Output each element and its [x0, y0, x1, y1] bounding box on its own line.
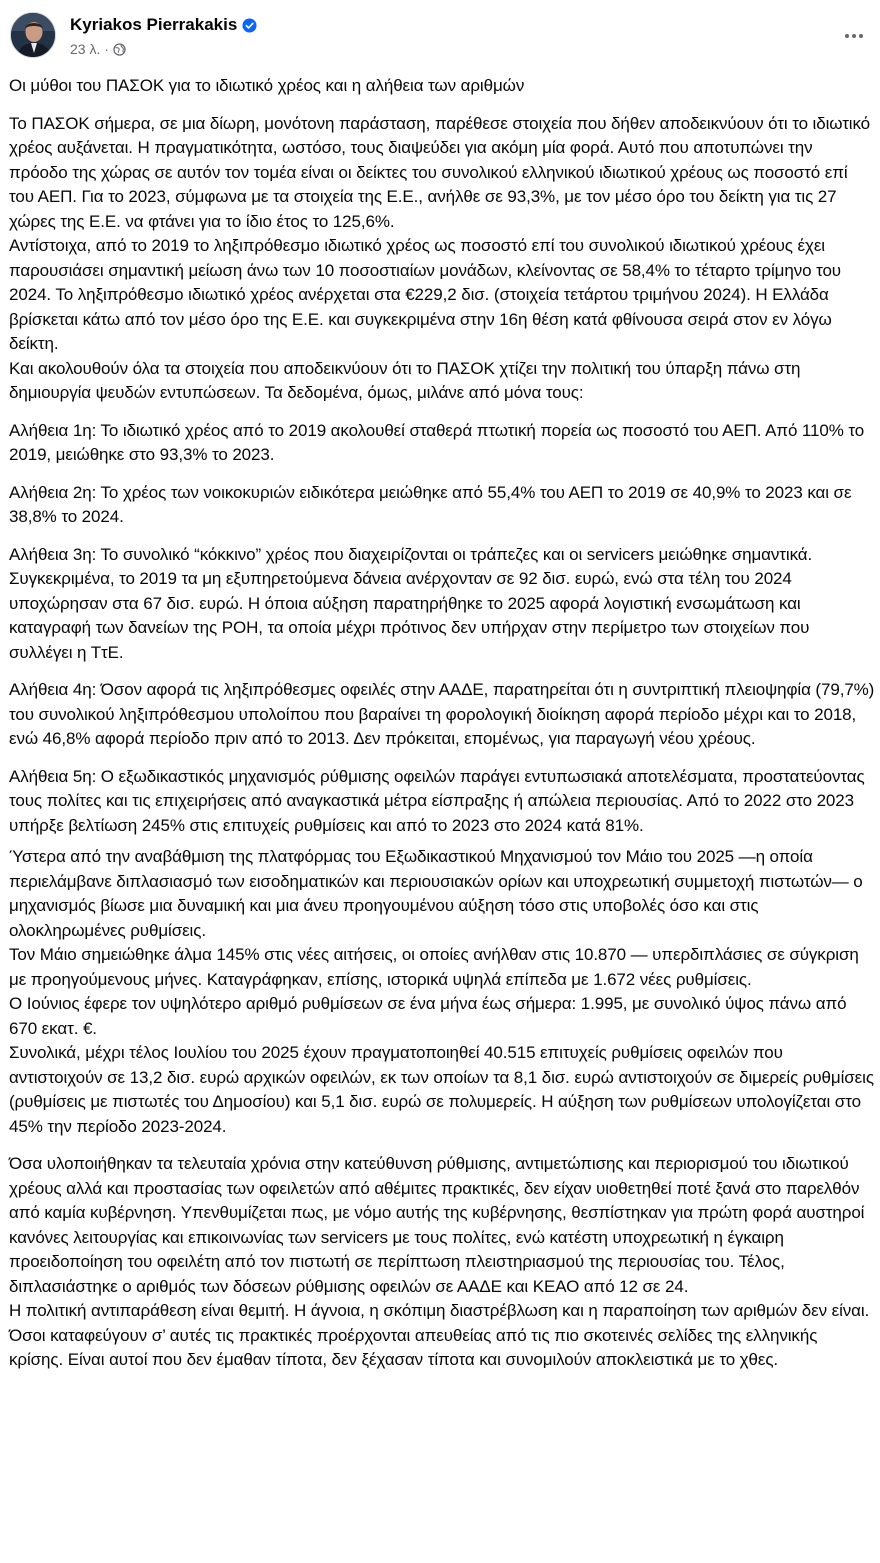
truth-2: Αλήθεια 2η: Το χρέος των νοικοκυριών ειδικότερα μειώθηκε από 55,4% του ΑΕΠ το 2019 σε 40,9% το 2023 και σε 38,8% το 2024.: [9, 482, 852, 526]
post-paragraph: Ο Ιούνιος έφερε τον υψηλότερο αριθμό ρυθμίσεων σε ένα μήνα έως σήμερα: 1.995, με συνολικό ύψος πάνω από 670 εκατ. €.: [9, 994, 847, 1038]
more-options-icon: [845, 34, 849, 38]
truth-5: Αλήθεια 5η: Ο εξωδικαστικός μηχανισμός ρύθμισης οφειλών παράγει εντυπωσιακά αποτελέσματα, προστατεύοντας τους πολίτες και τις επιχειρήσεις από αναγκαστικά μέτρα είσπραξης ή απώλεια περιουσίας. Από το 2022 στο 2023 υπήρξε βελτίωση 245% στις επιτυχείς ρυθμίσεις και από το 2023 στο 2024 κατά 81%.: [9, 766, 865, 835]
post-meta: [70, 40, 126, 58]
profile-photo: [11, 13, 56, 58]
post-body: [9, 74, 875, 1373]
post-paragraph: Συνολικά, μέχρι τέλος Ιουλίου του 2025 έχουν πραγματοποιηθεί 40.515 επιτυχείς ρυθμίσεις οφειλών που αντιστοιχούν σε 13,2 δισ. ευρώ αρχικών οφειλών, εκ των οποίων τα 8,1 δισ. ευρώ αντιστοιχούν σε διμερείς ρυθμίσεις (ρυθμίσεις με πιστωτές του Δημοσίου) και 5,1 δισ. ευρώ σε πολυμερείς. Η αύξηση των ρυθμίσεων υπολογίζεται στο 45% την περίοδο 2023-2024.: [9, 1043, 874, 1136]
post-paragraph: Ύστερα από την αναβάθμιση της πλατφόρμας του Εξωδικαστικού Μηχανισμού τον Μάιο του 2025 —η οποία περιελάμβανε διπλασιασμό των εισοδηματικών και περιουσιακών ορίων και υποχρεωτική συμμετοχή πιστωτών— ο μηχανισμός βίωσε μια δυναμική και μια άνευ προηγουμένου αύξηση τόσο στις υποβολές όσο και στις ολοκληρωμένες ρυθμίσεις.: [9, 847, 863, 940]
globe-icon[interactable]: [113, 43, 126, 56]
post-paragraph: Τον Μάιο σημειώθηκε άλμα 145% στις νέες αιτήσεις, οι οποίες ανήλθαν στις 10.870 — υπερδιπλάσιες σε σύγκριση με προηγούμενους μήνες. Καταγράφηκαν, επίσης, ιστορικά υψηλά επίπεδα με 1.672 νέες ρυθμίσεις.: [9, 945, 859, 989]
post-paragraph: Το ΠΑΣΟΚ σήμερα, σε μια δίωρη, μονότονη παράσταση, παρέθεσε στοιχεία που δήθεν αποδεικνύουν ότι το ιδιωτικό χρέος αυξάνεται. Η πραγματικότητα, ωστόσο, τους διαψεύδει για ακόμη μία φορά. Αυτό που αποτυπώνει την πρόοδο της χώρας σε αυτόν τον τομέα είναι οι δείκτες του συνολικού ελληνικού ιδιωτικού χρέους ως ποσοστό επί του ΑΕΠ. Για το 2023, σύμφωνα με τα στοιχεία της Ε.Ε., ανήλθε σε 93,3%, με τον μέσο όρο του δείκτη για τις 27 χώρες της Ε.Ε. να φτάνει για το ίδιο έτος το 125,6%.: [9, 113, 871, 231]
author-name[interactable]: Kyriakos Pierrakakis: [70, 15, 238, 34]
post-title: Οι μύθοι του ΠΑΣΟΚ για το ιδιωτικό χρέος και η αλήθεια των αριθμών: [9, 76, 525, 95]
post-paragraph: Αντίστοιχα, από το 2019 το ληξιπρόθεσμο ιδιωτικό χρέος ως ποσοστό επί του συνολικού ιδιωτικού χρέους έχει παρουσιάσει σημαντική μείωση άνω των 10 ποσοστιαίων μονάδων, κλείνοντας σε 58,4% το τέταρτο τρίμηνο του 2024. Το ληξιπρόθεσμο ιδιωτικό χρέος ανέρχεται στα €229,2 δισ. (στοιχεία τετάρτου τριμήνου 2024). Η Ελλάδα βρίσκεται κάτω από τον μέσο όρο της Ε.Ε. και συγκεκριμένα στην 16η θέση κατά φθίνουσα σειρά στον εν λόγω δείκτη.: [9, 236, 841, 353]
more-options-icon: [859, 34, 863, 38]
post-header: [0, 0, 880, 70]
truth-3: Αλήθεια 3η: Το συνολικό “κόκκινο” χρέος που διαχειρίζονται οι τράπεζες και οι servicers μειώθηκε σημαντικά. Συγκεκριμένα, το 2019 τα μη εξυπηρετούμενα δάνεια ανέρχονταν σε 92 δισ. ευρώ, ενώ στα τέλη του 2024 υποχώρησαν στα 67 δισ. ευρώ. Η όποια αύξηση παρατηρήθηκε το 2025 αφορά λογιστική ενσωμάτωση και καταγραφή των δανείων της ΡΟΗ, τα οποία μέχρι πρότινος δεν υπήρχαν στην περίμετρο των στοιχείων που συλλέγει η ΤτΕ.: [9, 544, 813, 662]
truth-4: Αλήθεια 4η: Όσον αφορά τις ληξιπρόθεσμες οφειλές στην ΑΑΔΕ, παρατηρείται ότι η συντριπτική πλειοψηφία (79,7%) του συνολικού ληξιπρόθεσμου υπολοίπου που βαραίνει τη φορολογική διοίκηση αφορά περίοδο μέχρι και το 2018, ενώ 46,8% αφορά περίοδο πριν από το 2013. Δεν πρόκειται, επομένως, για παραγωγή νέου χρέους.: [9, 680, 875, 748]
post-paragraph: Όσα υλοποιήθηκαν τα τελευταία χρόνια στην κατεύθυνση ρύθμισης, αντιμετώπισης και περιορισμού του ιδιωτικού χρέους αλλά και προστασίας των οφειλετών από αθέμιτες πρακτικές, δεν είχαν υιοθετηθεί ποτέ ξανά στο παρελθόν από καμία κυβέρνηση. Υπενθυμίζεται πως, με νόμο αυτής της κυβέρνησης, θεσπίστηκαν για πρώτη φορά αυστηροί κανόνες λειτουργίας και επικοινωνίας των servicers με τους πολίτες, ενώ κατέστη υποχρεωτική η έγκαιρη προειδοποίηση του οφειλέτη από τον πιστωτή σε περίπτωση πλειστηριασμού της περιουσίας του. Τέλος, διπλασιάστηκε ο αριθμός των δόσεων ρύθμισης οφειλών σε ΑΑΔΕ και ΚΕΑΟ από 12 σε 24.: [9, 1154, 865, 1296]
post-paragraph: Και ακολουθούν όλα τα στοιχεία που αποδεικνύουν ότι το ΠΑΣΟΚ χτίζει την πολιτική του ύπαρξη πάνω στη δημιουργία ψευδών εντυπώσεων. Τα δεδομένα, όμως, μιλάνε από μόνα τους:: [9, 358, 801, 402]
meta-separator: ·: [104, 41, 110, 57]
more-options-icon: [852, 34, 856, 38]
avatar[interactable]: [10, 12, 56, 58]
post-time[interactable]: 23 λ.: [70, 41, 101, 57]
post-paragraph: Η πολιτική αντιπαράθεση είναι θεμιτή. Η άγνοια, η σκόπιμη διαστρέβλωση και η παραποίηση των αριθμών δεν είναι. Όσοι καταφεύγουν σ’ αυτές τις πρακτικές προέρχονται απευθείας από τις πιο σκοτεινές σελίδες της ελληνικής κρίσης. Είναι αυτοί που δεν έμαθαν τίποτα, δεν ξέχασαν τίποτα και συνομιλούν αποκλειστικά με το χθες.: [9, 1301, 870, 1369]
more-options-button[interactable]: [840, 22, 868, 50]
truth-1: Αλήθεια 1η: Το ιδιωτικό χρέος από το 2019 ακολουθεί σταθερά πτωτική πορεία ως ποσοστό του ΑΕΠ. Από 110% το 2019, μειώθηκε στο 93,3% το 2023.: [9, 420, 865, 464]
verified-badge-icon: [242, 18, 257, 33]
author-row: [70, 15, 257, 35]
